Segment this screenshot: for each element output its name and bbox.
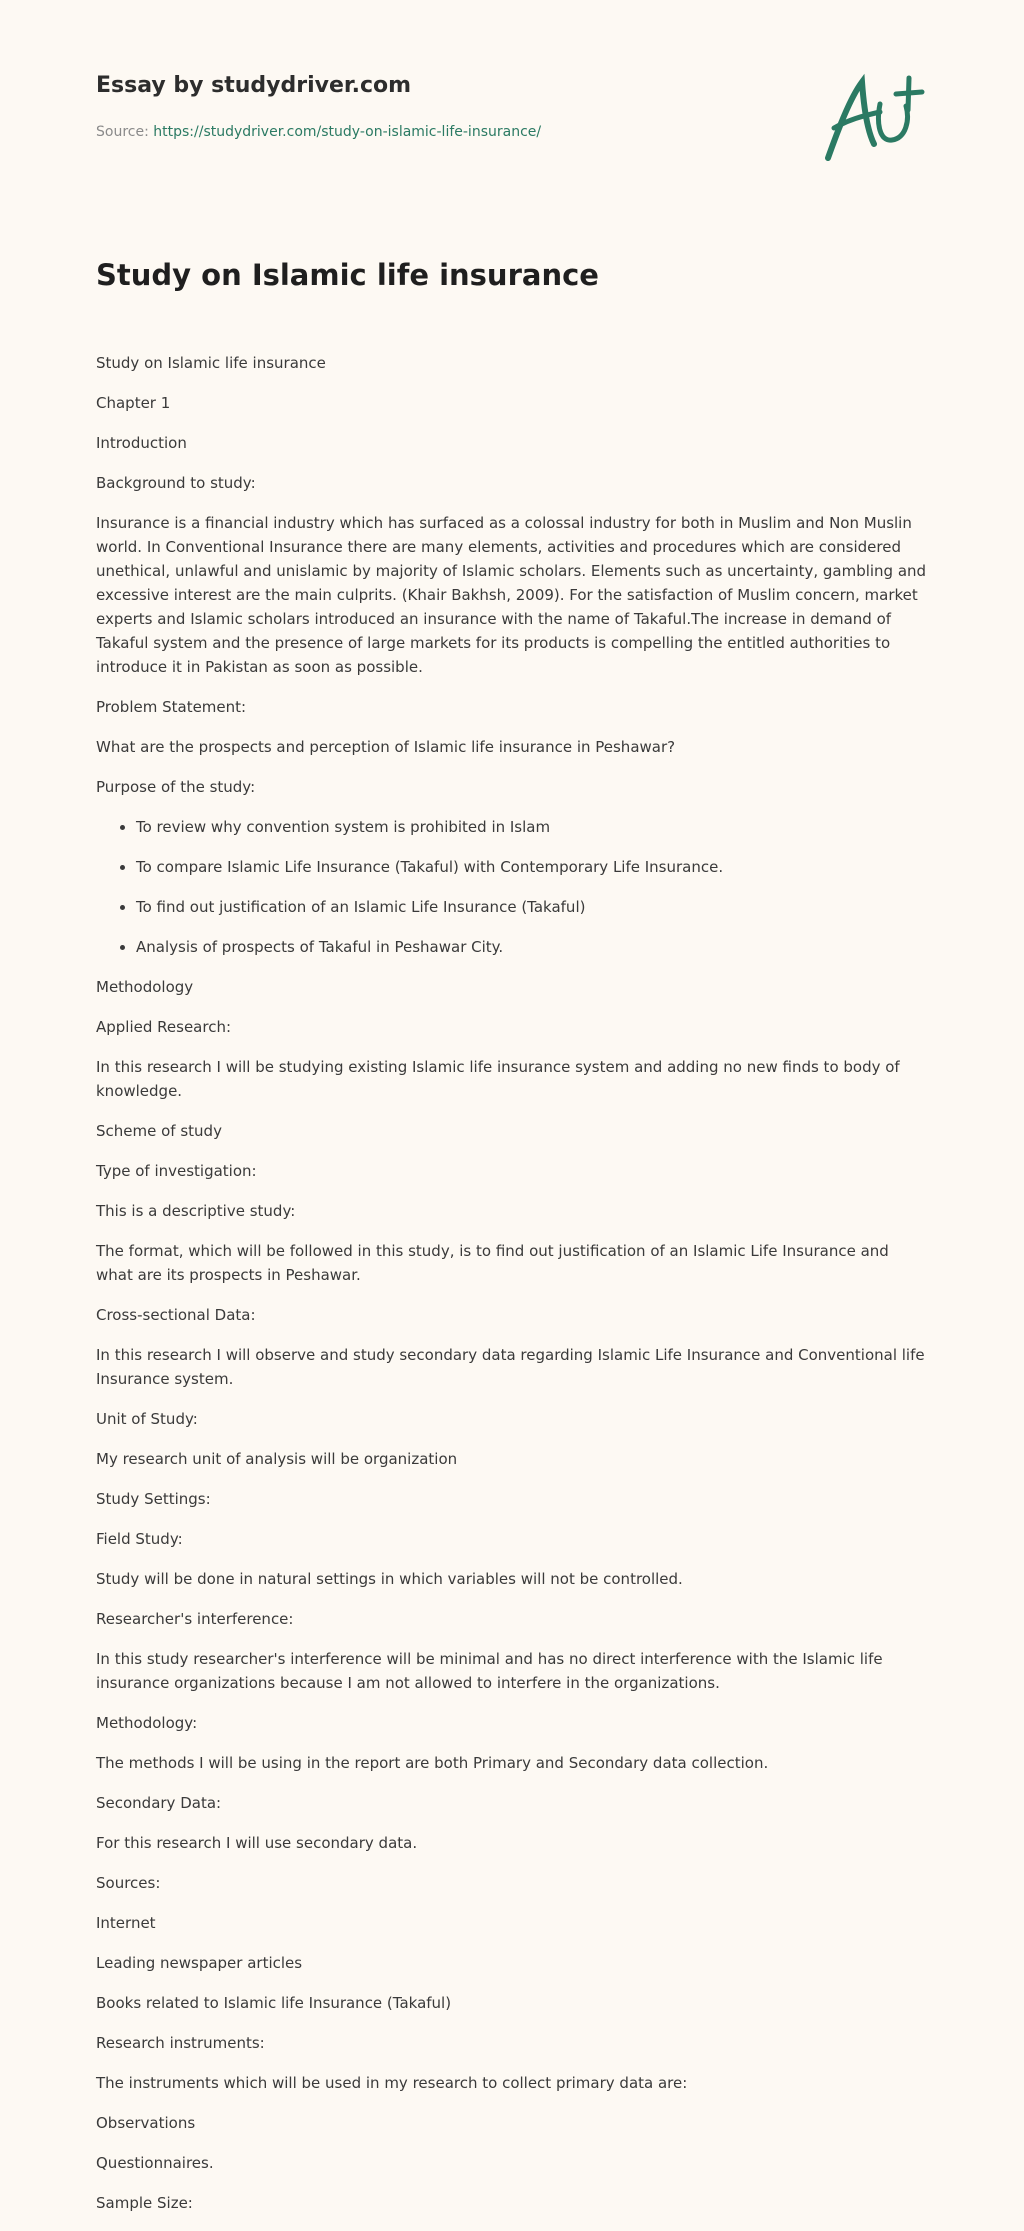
paragraph: Secondary Data: <box>96 1794 222 1812</box>
paragraph: Scheme of study <box>96 1122 222 1140</box>
paragraph: Internet <box>96 1914 156 1932</box>
list-item: • Analysis of prospects of Takaful in Peshawar City. <box>136 935 928 959</box>
paragraph: The methods I will be using in the report are both Primary and Secondary data collection. <box>96 1754 769 1772</box>
paragraph: What are the prospects and perception of Islamic life insurance in Peshawar? <box>96 738 676 756</box>
source-label: Source: <box>96 124 149 140</box>
paragraph: Problem Statement: <box>96 698 247 716</box>
paragraph: The instruments which will be used in my research to collect primary data are: <box>96 2074 688 2092</box>
paragraph: In this study researcher's interference will be minimal and has no direct interference with the Islamic life insurance organizations because I am not allowed to interfere in the organizations. <box>96 1650 883 1692</box>
paragraph: Methodology: <box>96 1714 198 1732</box>
page-title: Study on Islamic life insurance <box>96 258 599 292</box>
purpose-list <box>96 815 928 959</box>
paragraph: Books related to Islamic life Insurance (Takaful) <box>96 1994 452 2012</box>
list-item: • To review why convention system is prohibited in Islam <box>136 815 928 839</box>
paragraph: Sources: <box>96 1874 161 1892</box>
paragraph: Purpose of the study: <box>96 778 256 796</box>
paragraph: Research instruments: <box>96 2034 265 2052</box>
paragraph: Study will be done in natural settings in which variables will not be controlled. <box>96 1570 683 1588</box>
list-item: • To compare Islamic Life Insurance (Takaful) with Contemporary Life Insurance. <box>136 855 928 879</box>
paragraph: Field Study: <box>96 1530 183 1548</box>
paragraph: Insurance is a financial industry which has surfaced as a colossal industry for both in Muslim and Non Muslin world. In Conventional Insurance there are many elements, activities and procedures which are considered unethical, unlawful and unislamic by majority of Islamic scholars. Elements such as uncertainty, gambling and excessive interest are the main culprits. (Khair Bakhsh, 2009). For the satisfaction of Muslim concern, market experts and Islamic scholars introduced an insurance with the name of Takaful.The increase in demand of Takaful system and the presence of large markets for its products is compelling the entitled authorities to introduce it in Pakistan as soon as possible. <box>96 514 927 676</box>
paragraph: Cross-sectional Data: <box>96 1306 256 1324</box>
paragraph: This is a descriptive study: <box>96 1202 296 1220</box>
list-item: • To find out justification of an Islamic Life Insurance (Takaful) <box>136 895 928 919</box>
source-link[interactable]: https://studydriver.com/study-on-islamic-life-insurance/ <box>153 124 542 140</box>
site-title: Essay by studydriver.com <box>96 73 412 98</box>
paragraph: Questionnaires. <box>96 2154 214 2172</box>
paragraph: Study Settings: <box>96 1490 211 1508</box>
a-plus-logo-icon <box>818 70 928 166</box>
paragraph: Leading newspaper articles <box>96 1954 303 1972</box>
paragraph: Applied Research: <box>96 1018 232 1036</box>
paragraph: Chapter 1 <box>96 394 171 412</box>
paragraph: Introduction <box>96 434 187 452</box>
paragraph: In this research I will be studying existing Islamic life insurance system and adding no new finds to body of knowledge. <box>96 1058 900 1100</box>
paragraph: Researcher's interference: <box>96 1610 294 1628</box>
paragraph: Sample Size: <box>96 2194 193 2212</box>
paragraph: For this research I will use secondary data. <box>96 1834 418 1852</box>
paragraph: Observations <box>96 2114 196 2132</box>
paragraph: My research unit of analysis will be organization <box>96 1450 458 1468</box>
source-line <box>96 124 541 140</box>
essay-body <box>96 351 928 2231</box>
paragraph: In this research I will observe and study secondary data regarding Islamic Life Insurance and Conventional life Insurance system. <box>96 1346 925 1388</box>
page-header <box>96 0 928 292</box>
paragraph: Type of investigation: <box>96 1162 257 1180</box>
paragraph: Background to study: <box>96 474 256 492</box>
paragraph: Study on Islamic life insurance <box>96 354 326 372</box>
paragraph: Unit of Study: <box>96 1410 198 1428</box>
paragraph: The format, which will be followed in this study, is to find out justification of an Islamic Life Insurance and what are its prospects in Peshawar. <box>96 1242 889 1284</box>
paragraph: Methodology <box>96 978 194 996</box>
